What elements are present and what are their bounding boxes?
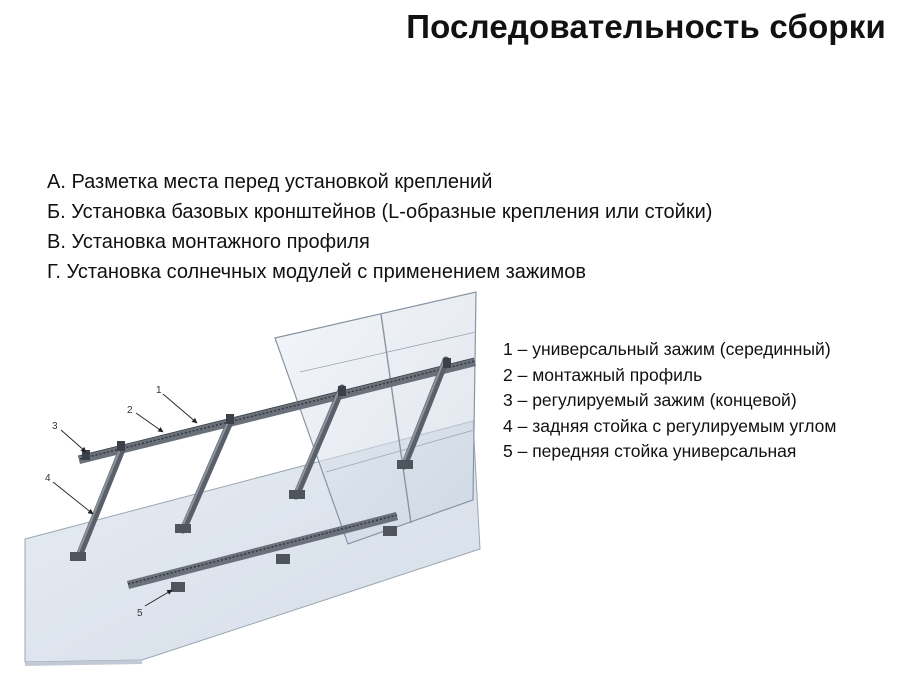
svg-text:1: 1 bbox=[156, 385, 162, 396]
step-c: В. Установка монтажного профиля bbox=[47, 231, 370, 253]
svg-text:2: 2 bbox=[127, 405, 133, 416]
svg-text:5: 5 bbox=[137, 608, 143, 619]
svg-text:3: 3 bbox=[52, 421, 58, 432]
slide-title: Последовательность сборки bbox=[406, 8, 886, 45]
legend-item-3: 3 – регулируемый зажим (концевой) bbox=[503, 390, 797, 410]
step-a: А. Разметка места перед установкой креплений bbox=[47, 171, 493, 193]
component-legend bbox=[503, 337, 836, 465]
callout-4 bbox=[45, 473, 93, 514]
step-d: Г. Установка солнечных модулей с применением зажимов bbox=[47, 261, 586, 283]
callout-1 bbox=[156, 385, 197, 423]
callout-2 bbox=[127, 405, 163, 432]
legend-item-1: 1 – универсальный зажим (серединный) bbox=[503, 339, 831, 359]
legend-item-5: 5 – передняя стойка универсальная bbox=[503, 441, 797, 461]
legend-item-2: 2 – монтажный профиль bbox=[503, 364, 703, 385]
step-b: Б. Установка базовых кронштейнов (L-образные крепления или стойки) bbox=[47, 201, 713, 223]
legend-item-4: 4 – задняя стойка с регулируемым углом bbox=[503, 415, 837, 436]
callout-3 bbox=[52, 421, 86, 452]
svg-text:4: 4 bbox=[45, 473, 51, 484]
